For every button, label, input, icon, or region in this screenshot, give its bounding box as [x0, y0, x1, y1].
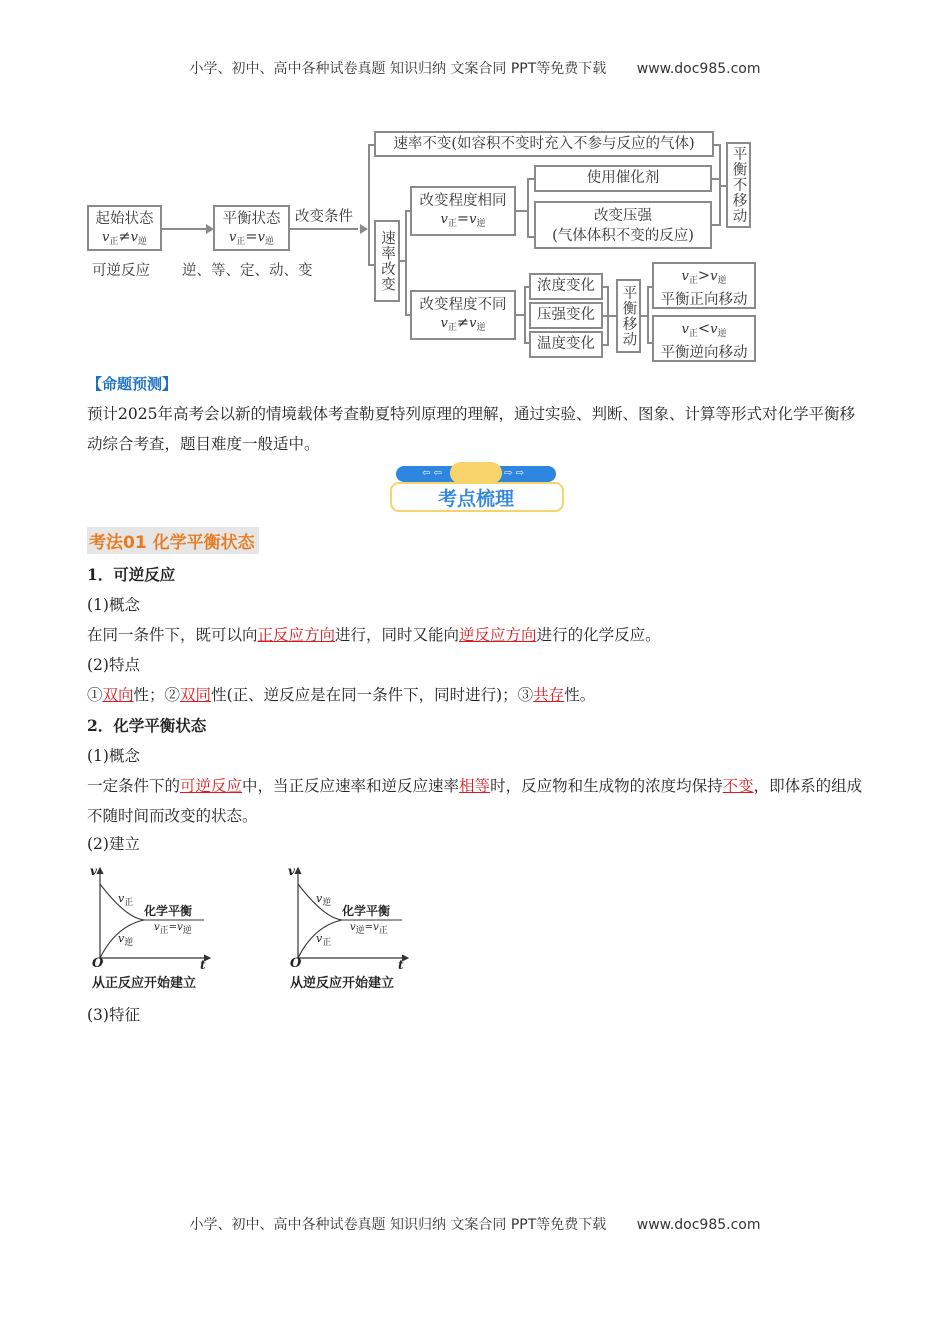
s2-heading: 2．化学平衡状态 — [87, 716, 207, 735]
pressure-same-box — [534, 201, 712, 249]
forward-shift-formula: $v_正>v_逆$ — [681, 268, 727, 286]
badge-label: 考点梳理 — [437, 488, 514, 510]
s1-heading: 1．可逆反应 — [87, 565, 176, 584]
equilibrium-formula: v逆=v正 — [350, 922, 388, 936]
start-state-formula: $v_正\ne v_逆$ — [102, 229, 147, 247]
badge-yellow-pill — [450, 462, 502, 484]
bracket-line — [647, 286, 649, 344]
equilibrium-state-box — [213, 205, 290, 251]
no-shift-box: 平衡不移动 — [726, 142, 751, 228]
badge-arrows-right-icon: ⇨ ⇨ — [504, 468, 524, 479]
reverse-shift-box — [652, 315, 756, 362]
graph-caption: 从逆反应开始建立 — [290, 976, 395, 991]
footer-text: 小学、初中、高中各种试卷真题 知识归纳 文案合同 PPT等免费下载 — [189, 1217, 607, 1233]
bracket-line — [603, 315, 617, 317]
rate-changed-box: 速率改变 — [374, 220, 400, 302]
x-axis-label: t — [200, 958, 206, 972]
x-axis-label: t — [398, 958, 404, 972]
diff-degree-formula: $v_正\ne v_逆$ — [440, 315, 486, 333]
top-curve-label: $v_逆$ — [316, 892, 332, 908]
page-header — [0, 58, 950, 78]
blank-answer: 相等 — [459, 777, 491, 795]
graph-reverse-start — [284, 862, 444, 992]
pressure-change-box: 压强变化 — [529, 302, 603, 329]
s1-p2: ①双向性；②双同性(正、逆反应是在同一条件下，同时进行)；③共存性。 — [87, 686, 596, 704]
origin-label: O — [290, 956, 302, 971]
change-condition-label: 改变条件 — [295, 209, 353, 225]
equilibrium-state-caption: 逆、等、定、动、变 — [182, 263, 313, 279]
graph-caption: 从正反应开始建立 — [92, 976, 197, 991]
header-url[interactable]: www.doc985.com — [636, 61, 761, 77]
forward-shift-label: 平衡正向移动 — [660, 292, 748, 308]
blank-answer: 正反应方向 — [257, 626, 336, 644]
diff-degree-box — [410, 290, 516, 340]
bracket-line — [405, 210, 407, 316]
equilibrium-label: 化学平衡 — [342, 904, 391, 918]
footer-url[interactable]: www.doc985.com — [636, 1217, 761, 1233]
y-axis-label: v — [288, 864, 295, 878]
arrow-line — [162, 228, 212, 230]
concentration-change-box: 浓度变化 — [529, 273, 603, 300]
origin-label: O — [92, 956, 104, 971]
bottom-curve-label: $v_逆$ — [118, 932, 134, 948]
equilibrium-state-title: 平衡状态 — [222, 211, 281, 227]
pressure-same-line1: 改变压强 — [594, 208, 652, 224]
same-degree-title: 改变程度相同 — [419, 193, 507, 209]
arrow-line — [290, 228, 358, 230]
blank-answer: 双向 — [102, 686, 134, 704]
rate-unchanged-box: 速率不变(如容积不变时充入不参与反应的气体) — [374, 131, 714, 157]
s2-p1: 一定条件下的可逆反应中，当正反应速率和逆反应速率相等时，反应物和生成物的浓度均保持不变，即体系的组成不随时间而改变的状态。 — [87, 777, 863, 825]
diff-degree-title: 改变程度不同 — [419, 297, 507, 313]
prediction-text: 预计2025年高考会以新的情境载体考查勒夏特列原理的理解，通过实验、判断、图象、计算等形式对化学平衡移动综合考查，题目难度一般适中。 — [87, 405, 855, 453]
shift-box: 平衡移动 — [616, 279, 641, 353]
section-badge — [388, 462, 564, 512]
page-footer — [0, 1214, 950, 1234]
blank-answer: 共存 — [533, 686, 565, 704]
header-text: 小学、初中、高中各种试卷真题 知识归纳 文案合同 PPT等免费下载 — [189, 61, 607, 77]
temperature-change-box: 温度变化 — [529, 331, 603, 358]
reverse-shift-formula: $v_正<v_逆$ — [681, 321, 727, 339]
bottom-curve-label: $v_正$ — [316, 932, 332, 948]
blank-answer: 可逆反应 — [180, 777, 243, 795]
prediction-title: 【命题预测】 — [87, 375, 178, 393]
s1-p1-label: (1)概念 — [87, 596, 140, 614]
bracket-line — [368, 144, 370, 266]
same-degree-box — [410, 186, 516, 236]
s1-p2-label: (2)特点 — [87, 656, 140, 674]
blank-answer: 不变 — [722, 777, 754, 795]
bracket-line — [524, 286, 526, 344]
equilibrium-label: 化学平衡 — [144, 904, 193, 918]
s2-p1-label: (1)概念 — [87, 747, 140, 765]
bracket-line — [527, 178, 529, 238]
start-state-box — [87, 205, 162, 251]
same-degree-formula: $v_正=v_逆$ — [440, 211, 486, 229]
s2-p3-label: (3)特征 — [87, 1006, 140, 1024]
top-curve-label: $v_正$ — [118, 892, 134, 908]
start-state-caption: 可逆反应 — [92, 263, 150, 279]
s1-p1: 在同一条件下，既可以向正反应方向进行，同时又能向逆反应方向进行的化学反应。 — [87, 626, 661, 644]
section-title: 考法01 化学平衡状态 — [87, 527, 259, 554]
badge-arrows-left-icon: ⇦ ⇦ — [422, 468, 442, 479]
graph-forward-start — [86, 862, 246, 992]
reverse-shift-label: 平衡逆向移动 — [660, 345, 748, 361]
blank-answer: 逆反应方向 — [459, 626, 537, 644]
pressure-same-line2: (气体体积不变的反应) — [552, 228, 694, 244]
equilibrium-state-formula: $v_正=v_逆$ — [229, 229, 274, 247]
arrow-head-icon — [360, 224, 368, 234]
catalyst-box: 使用催化剂 — [534, 165, 712, 192]
equilibrium-formula: v正=v逆 — [154, 922, 192, 936]
blank-answer: 双同 — [180, 686, 212, 704]
s2-p2-label: (2)建立 — [87, 835, 140, 853]
y-axis-label: v — [90, 864, 97, 878]
start-state-title: 起始状态 — [95, 211, 154, 227]
forward-shift-box — [652, 262, 756, 309]
